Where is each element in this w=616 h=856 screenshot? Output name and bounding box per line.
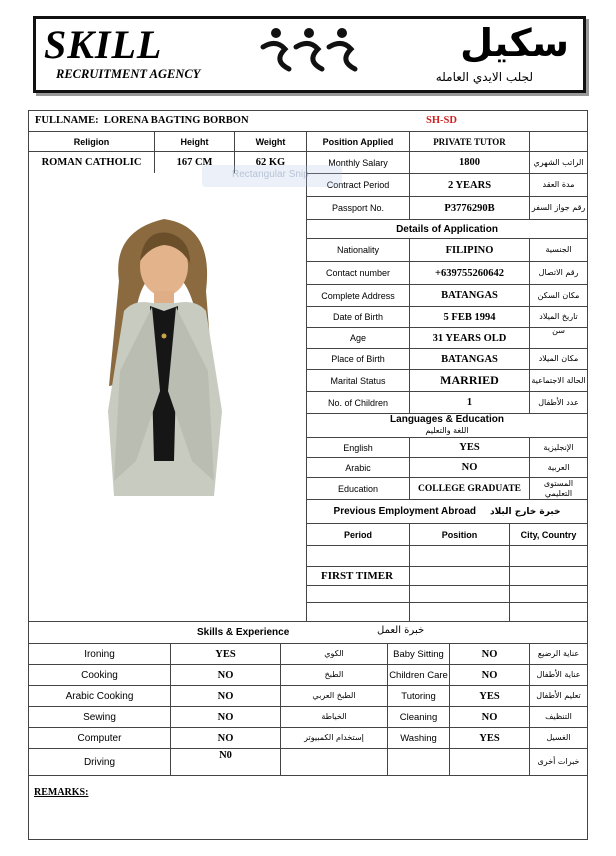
first-timer: FIRST TIMER [321,570,394,582]
brand-ar: سكيل [460,21,569,65]
application-title: Details of Application [396,223,498,235]
applicant-photo [64,211,264,496]
col-period: Period [343,529,372,540]
previous-title-row [307,500,587,523]
contact-ar: رقم الاتصال [538,268,579,277]
height-value: 167 CM [176,157,213,168]
skill-tutoring-ar: تعليم الأطفال [536,691,581,700]
contract-period-ar: مدة العقد [542,180,575,189]
skill-computer-label: Computer [77,732,122,744]
education-value: COLLEGE GRADUATE [417,483,522,494]
fullname-label: FULLNAME: [35,115,99,126]
pob-value: BATANGAS [441,353,498,365]
skills-title: Skills & Experience [197,627,290,638]
address-ar: مكان السكن [537,290,580,300]
english-ar: الإنجليزية [543,442,574,452]
age-ar: سن [552,326,565,335]
weight-value: 62 KG [255,157,286,168]
weight-header: Weight [255,136,286,147]
skill-ironing-ar: الكوي [324,649,344,658]
previous-title-ar: خبرة خارج البلاد [489,506,561,517]
skill-childcare-value: NO [481,669,498,681]
skill-washing-ar: الغسيل [546,733,571,742]
skill-babysitting-value: NO [481,648,498,660]
logo-banner [33,16,586,93]
marital-ar: الحالة الاجتماعية [531,375,586,385]
skill-driving-label: Driving [83,756,116,768]
marital-value: MARRIED [440,373,499,387]
age-value: 31 YEARS OLD [432,332,507,344]
skill-tutoring-label: Tutoring [401,690,436,702]
children-ar: عدد الأطفال [538,397,579,407]
skill-sewing-label: Sewing [83,711,116,723]
pob-label: Place of Birth [331,354,385,364]
monthly-salary-label: Monthly Salary [328,157,388,168]
skill-cleaning-label: Cleaning [399,711,438,723]
arabic-ar: العربية [547,462,570,472]
skill-ironing-label: Ironing [84,648,115,660]
skill-arabic-cooking-ar: الطبخ العربي [312,691,356,700]
skill-cleaning-ar: التنظيف [545,712,572,721]
agency-code: SH-SD [426,115,457,126]
fullname-value: LORENA BAGTING BORBON [103,115,249,126]
skill-childcare-ar: عناية الأطفال [536,670,581,679]
pob-ar: مكان الميلاد [538,354,579,363]
passport-value: P3776290B [444,202,495,214]
english-value: YES [459,442,480,453]
position-header: Position Applied [322,136,394,147]
col-city-country: City, Country [520,529,577,540]
contact-label: Contact number [325,268,391,278]
skill-cleaning-value: NO [481,711,498,723]
skill-sewing-ar: الخياطة [321,712,347,721]
arabic-label: Arabic [345,462,371,473]
dob-label: Date of Birth [332,312,384,322]
address-label: Complete Address [321,290,395,301]
skill-sewing-value: NO [217,711,234,723]
monthly-salary-value: 1800 [459,157,480,168]
position-value: PRIVATE TUTOR [433,136,506,147]
monthly-salary-ar: الراتب الشهري [533,157,584,167]
arabic-value: NO [461,462,478,473]
brand-en: SKILL [44,22,163,67]
skill-driving-value: N0 [219,749,232,761]
dob-ar: تاريخ الميلاد [539,312,578,321]
nationality-value: FILIPINO [445,244,494,256]
children-label: No. of Children [327,397,389,408]
tagline-en: RECRUITMENT AGENCY [56,67,201,81]
contract-period-value: 2 YEARS [447,179,492,191]
nationality-ar: الجنسية [545,245,572,254]
religion-header: Religion [73,136,110,147]
skill-childcare-label: Children Care [389,669,448,681]
marital-label: Marital Status [330,375,386,386]
skill-babysitting-label: Baby Sitting [393,648,444,660]
skill-washing-value: YES [479,732,500,744]
passport-ar: رقم جواز السفر [531,203,586,212]
skill-babysitting-ar: عناية الرضيع [537,649,580,658]
contact-value: +639755260642 [435,267,504,279]
skill-arabic-cooking-label: Arabic Cooking [65,690,134,702]
skill-computer-value: NO [217,732,234,744]
previous-title: Previous Employment Abroad [333,506,476,517]
languages-title-ar: اللغة والتعليم [425,426,469,435]
age-label: Age [349,333,366,343]
cv-form [28,110,588,840]
skill-cooking-label: Cooking [81,669,118,681]
dob-value: 5 FEB 1994 [443,311,496,323]
languages-title: Languages & Education [390,413,504,425]
skill-cooking-ar: الطبخ [324,670,344,679]
height-header: Height [180,136,209,147]
skill-washing-label: Washing [400,732,437,744]
religion-value: ROMAN CATHOLIC [41,157,142,168]
skill-tutoring-value: YES [479,690,500,702]
skill-other-ar: خبرات أخرى [537,757,580,766]
skill-computer-ar: إستخدام الكمبيوتر [304,733,364,742]
col-position: Position [441,529,478,540]
snip-watermark-text: Rectangular Snip [232,169,309,180]
tagline-ar: لجلب الايدي العامله [435,70,533,84]
skill-cooking-value: NO [217,669,234,681]
remarks-label: REMARKS: [34,787,89,798]
contract-period-label: Contract Period [326,180,390,190]
nationality-label: Nationality [336,245,380,255]
education-label: Education [337,483,379,494]
skill-ironing-value: YES [215,648,236,660]
snip-watermark [202,165,342,187]
address-value: BATANGAS [441,290,498,301]
education-ar: المستوى التعليمي [543,478,574,498]
passport-label: Passport No. [331,203,385,213]
children-value: 1 [466,397,473,408]
skill-arabic-cooking-value: NO [217,690,234,702]
skills-title-ar: خبرة العمل [377,625,425,636]
fullname-row [35,115,249,127]
people-logo-icon [251,23,363,83]
english-label: English [343,442,373,453]
